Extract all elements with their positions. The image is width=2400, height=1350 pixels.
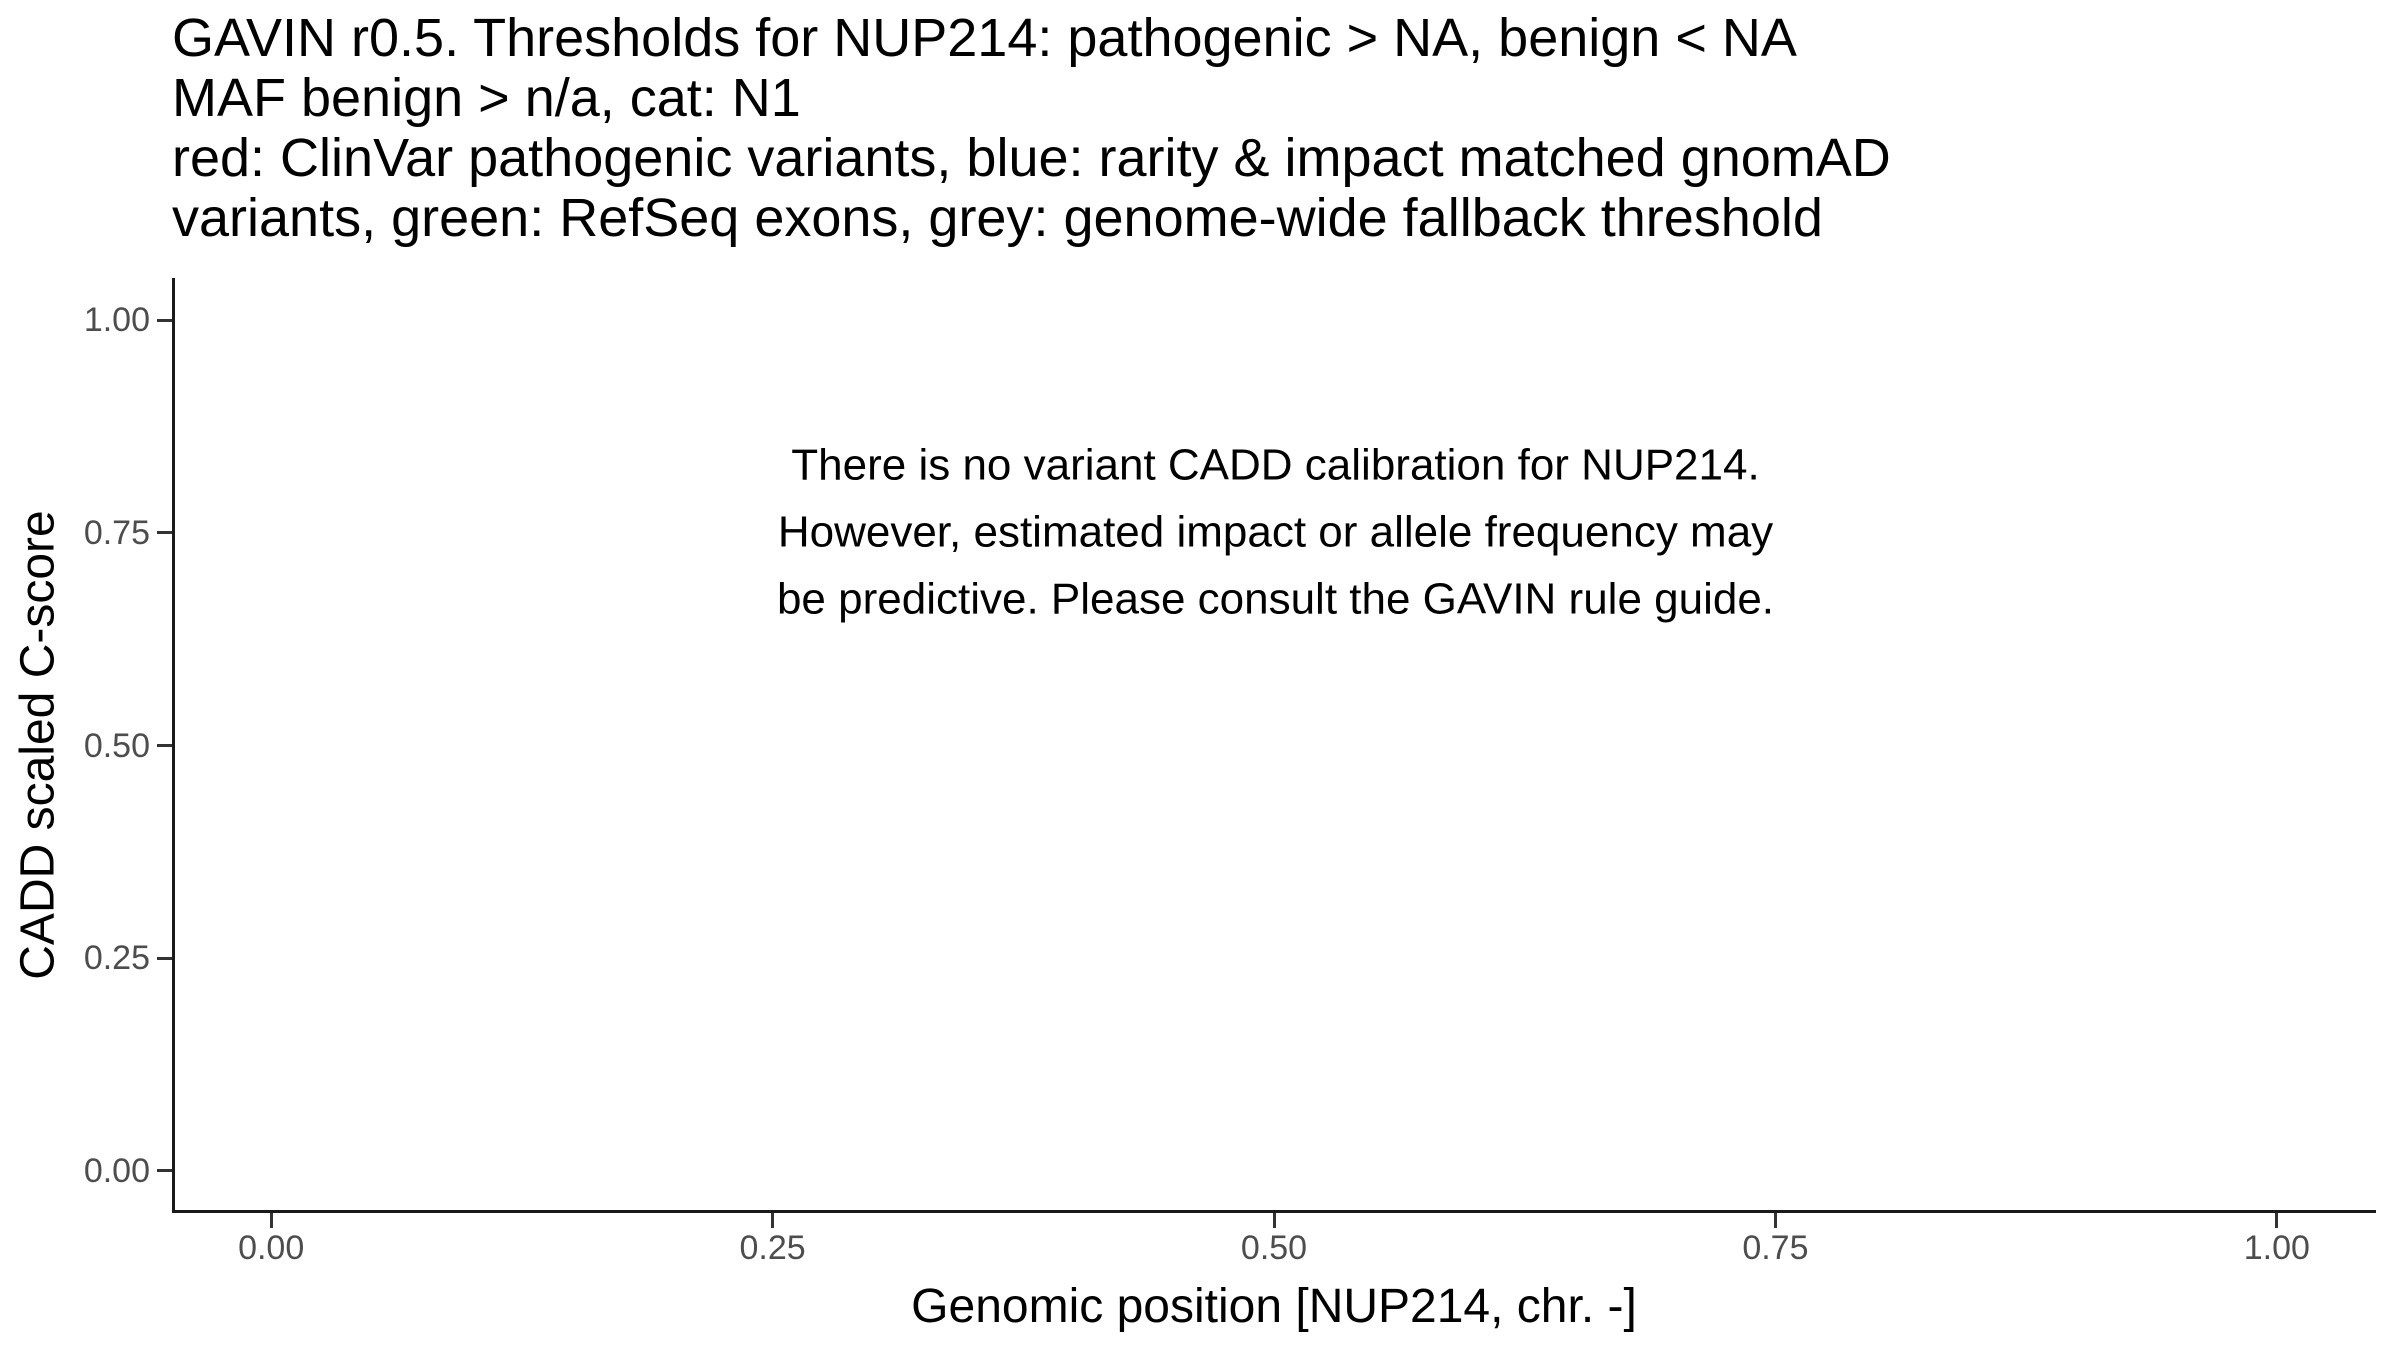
plot-title-line-2: MAF benign > n/a, cat: N1 — [172, 68, 801, 128]
y-tick-mark — [157, 1169, 172, 1172]
x-tick-label: 0.50 — [1240, 1229, 1308, 1267]
x-tick-label: 0.00 — [238, 1229, 305, 1267]
x-tick-mark — [270, 1213, 273, 1228]
annotation-line-1: There is no variant CADD calibration for NUP214. — [791, 440, 1760, 490]
y-tick-mark — [157, 319, 172, 322]
plot-title-line-3: red: ClinVar pathogenic variants, blue: rarity & impact matched gnomAD — [172, 128, 1891, 188]
plot-panel — [172, 278, 2376, 1213]
plot-title-line-4: variants, green: RefSeq exons, grey: genome-wide fallback threshold — [172, 188, 1823, 248]
plot-title — [172, 8, 1891, 248]
panel-annotation — [777, 431, 1774, 632]
x-tick-mark — [1774, 1213, 1777, 1228]
x-tick-label: 0.25 — [739, 1229, 806, 1267]
annotation-line-2: However, estimated impact or allele frequency may — [777, 507, 1774, 557]
x-tick-label: 0.75 — [1742, 1229, 1809, 1267]
y-tick-label: 1.00 — [83, 301, 150, 340]
x-axis-title: Genomic position [NUP214, chr. -] — [911, 1280, 1637, 1333]
x-tick-label: 1.00 — [2243, 1229, 2310, 1267]
y-tick-label: 0.25 — [83, 939, 150, 978]
y-tick-label: 0.00 — [83, 1151, 150, 1190]
y-tick-label: 0.50 — [83, 726, 150, 765]
annotation-line-3: be predictive. Please consult the GAVIN rule guide. — [776, 574, 1775, 624]
x-tick-mark — [1273, 1213, 1276, 1228]
y-axis-title: CADD scaled C-score — [11, 510, 65, 980]
y-tick-mark — [157, 957, 172, 960]
y-tick-mark — [157, 531, 172, 534]
x-tick-mark — [2275, 1213, 2278, 1228]
x-tick-mark — [771, 1213, 774, 1228]
plot-title-line-1: GAVIN r0.5. Thresholds for NUP214: pathogenic > NA, benign < NA — [172, 8, 1797, 68]
y-tick-mark — [157, 744, 172, 747]
y-tick-label: 0.75 — [83, 513, 150, 552]
